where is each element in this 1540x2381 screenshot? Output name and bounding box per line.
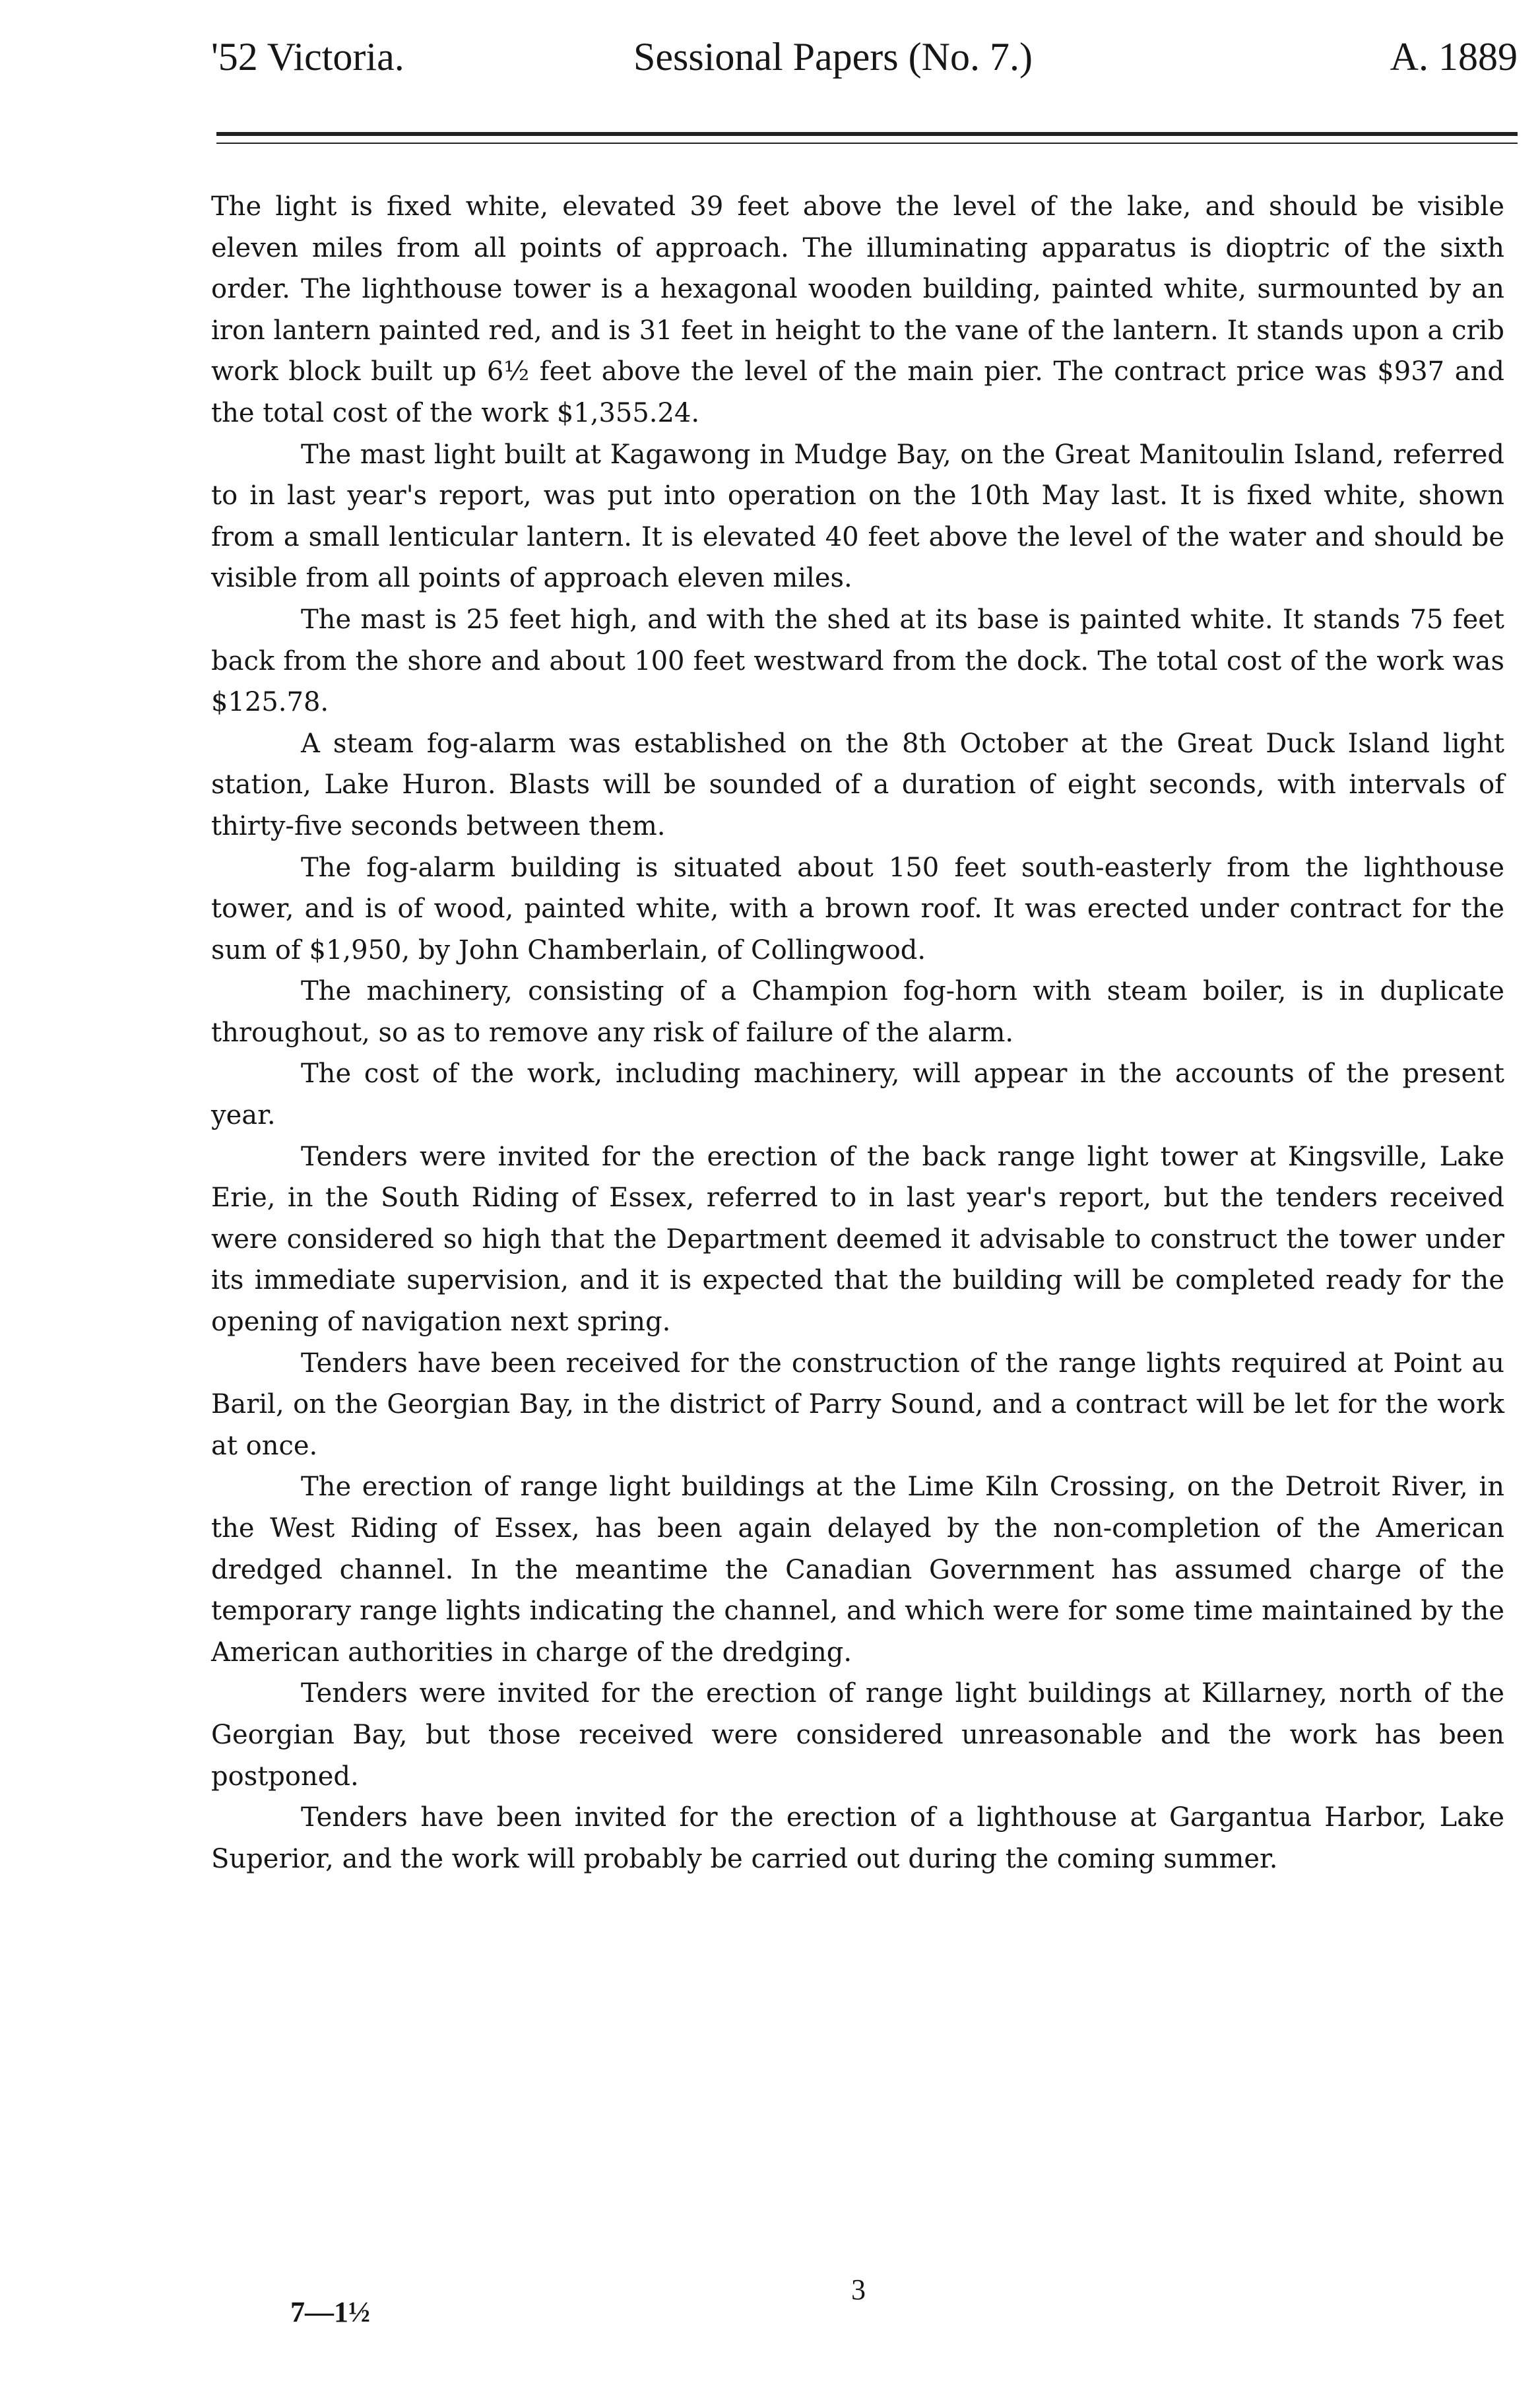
- paragraph: The light is fixed white, elevated 39 feet above the level of the lake, and should be visible eleven miles from all points of approach. The illuminating apparatus is dioptric of the sixth order. The lighthouse tower is a hexagonal wooden building, painted white, surmounted by an iron lantern painted red, and is 31 feet in height to the vane of the lantern. It stands upon a crib work block built up 6½ feet above the level of the main pier. The contract price was $937 and the total cost of the work $1,355.24.: [211, 191, 1504, 428]
- paragraph: The mast is 25 feet high, and with the shed at its base is painted white. It stands 75 feet back from the shore and about 100 feet westward from the dock. The total cost of the work was $125.78.: [211, 604, 1504, 718]
- page-number: 3: [851, 2273, 866, 2306]
- header-rule-thin: [216, 143, 1518, 144]
- body-text: [211, 186, 1504, 1879]
- paragraph: Tenders have been received for the construction of the range lights required at Point au Baril, on the Georgian Bay, in the district of Parry Sound, and a contract will be let for the work at once.: [211, 1348, 1504, 1461]
- signature-mark: 7—1½: [290, 2296, 370, 2328]
- paragraph: The mast light built at Kagawong in Mudge Bay, on the Great Manitoulin Island, referred to in last year's report, was put into operation on the 10th May last. It is fixed white, shown from a small lenticular lantern. It is elevated 40 feet above the level of the water and should be visible from all points of approach eleven miles.: [211, 439, 1504, 594]
- header-title: Sessional Papers (No. 7.): [633, 35, 1033, 79]
- paragraph: The machinery, consisting of a Champion fog-horn with steam boiler, is in duplicate throughout, so as to remove any risk of failure of the alarm.: [211, 976, 1504, 1048]
- paragraph: The cost of the work, including machinery, will appear in the accounts of the present year.: [211, 1059, 1504, 1131]
- header-year: A. 1889: [1390, 35, 1518, 79]
- paragraph: Tenders were invited for the erection of range light buildings at Killarney, north of the Georgian Bay, but those received were considered unreasonable and the work has been postponed.: [211, 1678, 1504, 1792]
- paragraph: Tenders were invited for the erection of the back range light tower at Kingsville, Lake Erie, in the South Riding of Essex, referred to in last year's report, but the tenders received were considered so high that the Department deemed it advisable to construct the tower under its immediate supervision, and it is expected that the building will be completed ready for the opening of navigation next spring.: [211, 1141, 1504, 1338]
- header-session: '52 Victoria.: [211, 35, 404, 79]
- header-rule-thick: [216, 132, 1518, 136]
- paragraph: The erection of range light buildings at the Lime Kiln Crossing, on the Detroit River, in the West Riding of Essex, has been again delayed by the non-completion of the American dredged channel. In the meantime the Canadian Government has assumed charge of the temporary range lights indicating the channel, and which were for some time maintained by the American authorities in charge of the dredging.: [211, 1472, 1504, 1668]
- paragraph: A steam fog-alarm was established on the 8th October at the Great Duck Island light station, Lake Huron. Blasts will be sounded of a duration of eight seconds, with intervals of thirty-five seconds between them.: [211, 728, 1504, 841]
- page-header: [211, 30, 1518, 83]
- paragraph: The fog-alarm building is situated about 150 feet south-easterly from the lighthouse tower, and is of wood, painted white, with a brown roof. It was erected under contract for the sum of $1,950, by John Chamberlain, of Collingwood.: [211, 852, 1504, 965]
- paragraph: Tenders have been invited for the erection of a lighthouse at Gargantua Harbor, Lake Superior, and the work will probably be carried out during the coming summer.: [211, 1802, 1504, 1874]
